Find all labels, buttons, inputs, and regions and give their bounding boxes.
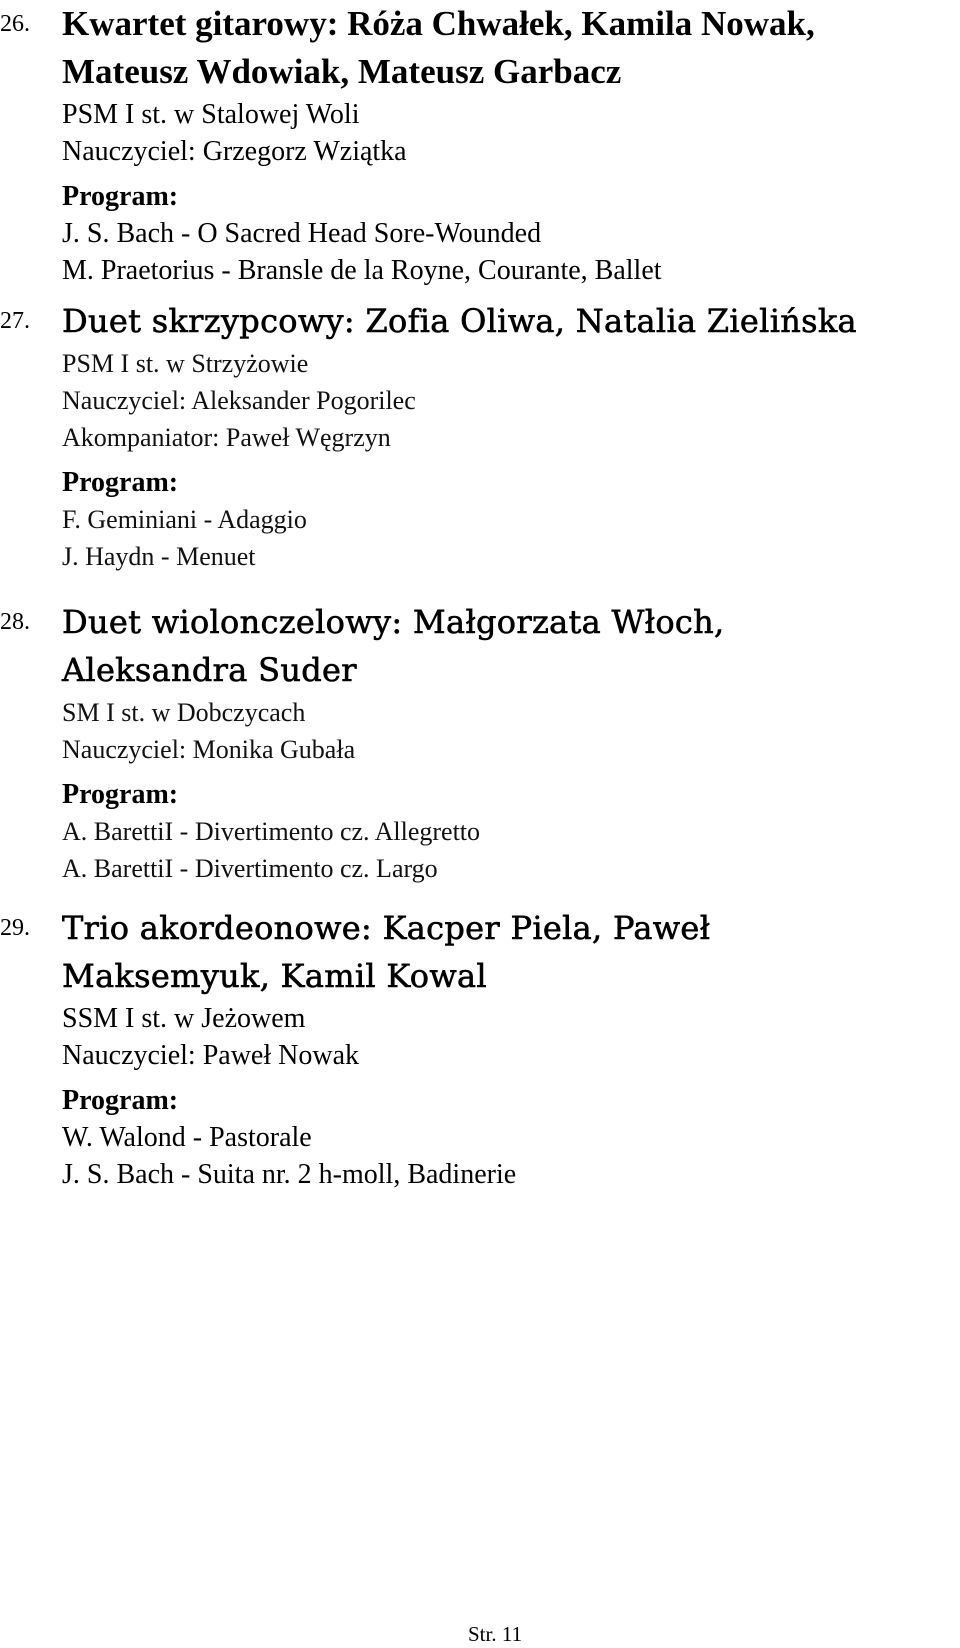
entry-26 <box>0 0 960 289</box>
entry-teacher: Nauczyciel: Monika Gubała <box>62 735 356 764</box>
page-number: Str. 11 <box>468 1622 523 1646</box>
entry-school: PSM I st. w Stalowej Woli <box>62 99 360 130</box>
entry-title: Trio akordeonowe: Kacper Piela, Paweł Maksemyuk, Kamil Kowal <box>62 909 711 995</box>
program-piece: M. Praetorius - Bransle de la Royne, Courante, Ballet <box>62 255 662 286</box>
entry-teacher: Nauczyciel: Paweł Nowak <box>62 1040 359 1071</box>
program-label: Program: <box>62 779 179 810</box>
entry-27 <box>0 297 960 575</box>
entry-title: Duet wiolonczelowy: Małgorzata Włoch, Aleksandra Suder <box>62 603 725 689</box>
entry-number: 27. <box>0 308 30 334</box>
program-piece: F. Geminiani - Adaggio <box>62 505 307 534</box>
entry-28 <box>0 598 960 887</box>
entry-number: 29. <box>0 915 30 941</box>
program-label: Program: <box>62 1085 179 1116</box>
program-piece: J. Haydn - Menuet <box>62 542 256 571</box>
program-label: Program: <box>62 181 179 212</box>
program-piece: J. S. Bach - Suita nr. 2 h-moll, Badinerie <box>62 1159 517 1190</box>
entry-teacher: Nauczyciel: Grzegorz Wziątka <box>62 136 407 167</box>
program-piece: A. BarettiI - Divertimento cz. Largo <box>62 854 438 883</box>
program-label: Program: <box>62 467 179 498</box>
entry-accompanist: Akompaniator: Paweł Węgrzyn <box>62 423 391 452</box>
entry-title: Duet skrzypcowy: Zofia Oliwa, Natalia Zielińska <box>62 302 857 340</box>
entry-29 <box>0 904 960 1193</box>
entry-number: 28. <box>0 609 30 635</box>
entry-school: SM I st. w Dobczycach <box>62 698 306 727</box>
entry-school: PSM I st. w Strzyżowie <box>62 349 309 378</box>
entry-teacher: Nauczyciel: Aleksander Pogorilec <box>62 386 416 415</box>
entry-school: SSM I st. w Jeżowem <box>62 1003 306 1034</box>
program-piece: A. BarettiI - Divertimento cz. Allegretto <box>62 817 481 846</box>
entry-title: Kwartet gitarowy: Róża Chwałek, Kamila Nowak, Mateusz Wdowiak, Mateusz Garbacz <box>62 4 815 91</box>
program-piece: W. Walond - Pastorale <box>62 1122 312 1153</box>
entry-number: 26. <box>0 11 30 37</box>
program-piece: J. S. Bach - O Sacred Head Sore-Wounded <box>62 218 542 249</box>
